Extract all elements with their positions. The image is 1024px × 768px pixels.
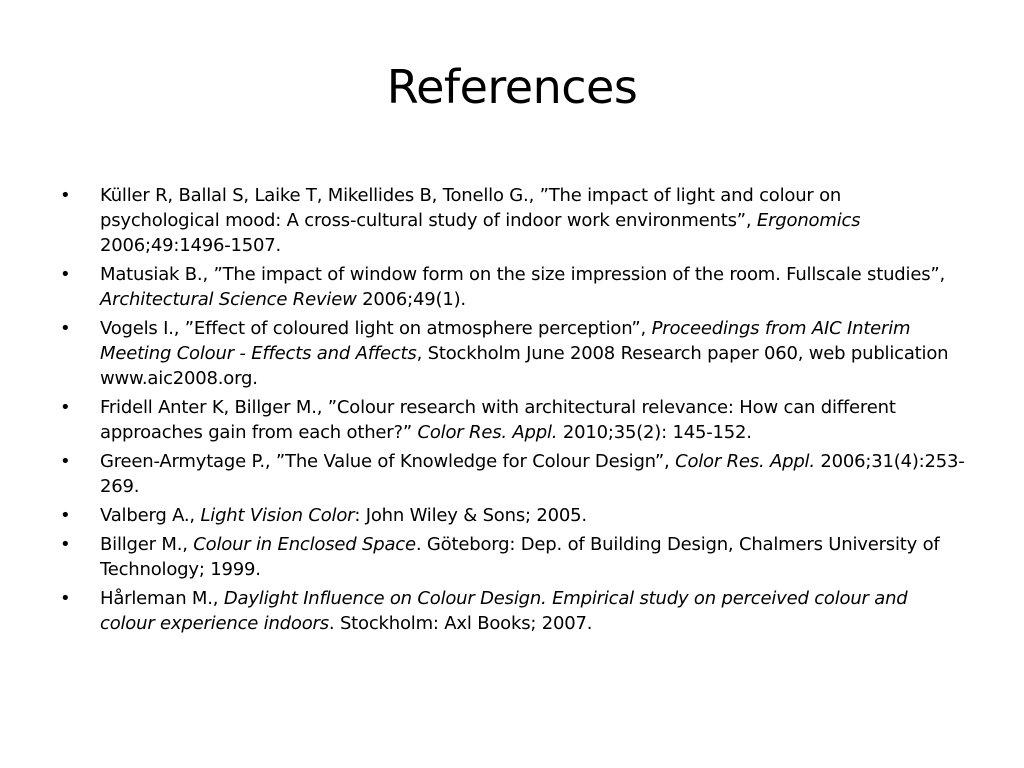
reference-text: . Stockholm: Axl Books; 2007. (328, 613, 593, 634)
reference-text: 2006;31(4):253-269. (100, 451, 965, 497)
reference-item (60, 262, 965, 312)
reference-item (60, 503, 965, 528)
reference-item (60, 586, 965, 636)
slide-title: References (386, 60, 638, 114)
reference-text: Hårleman M., (100, 588, 224, 609)
reference-text: Green-Armytage P., ”The Value of Knowledge for Colour Design”, (100, 451, 676, 472)
bullet-icon: • (60, 505, 71, 526)
reference-italic-title: Ergonomics (756, 210, 861, 231)
reference-text: Valberg A., (100, 505, 201, 526)
reference-text: 2010;35(2): 145-152. (557, 422, 752, 443)
reference-text: Fridell Anter K, Billger M., ”Colour research with architectural relevance: How can different approaches gain from each other?” (100, 397, 896, 443)
bullet-icon: • (60, 318, 71, 339)
reference-text: Vogels I., ”Effect of coloured light on atmosphere perception”, (100, 318, 652, 339)
bullet-icon: • (60, 397, 71, 418)
reference-text: , Stockholm June 2008 Research paper 060, web publication www.aic2008.org. (100, 343, 949, 389)
reference-text: : John Wiley & Sons; 2005. (354, 505, 587, 526)
reference-item (60, 532, 965, 582)
reference-text: Küller R, Ballal S, Laike T, Mikellides B, Tonello G., ”The impact of light and colour on psychological mood: A cross-cultural study of indoor work environments”, (100, 185, 842, 231)
reference-text: Matusiak B., ”The impact of window form on the size impression of the room. Fullscale studies”, (100, 264, 946, 285)
reference-list (60, 183, 965, 640)
reference-item (60, 316, 965, 391)
bullet-icon: • (60, 534, 71, 555)
reference-text: Billger M., (100, 534, 194, 555)
reference-italic-title: Colour in Enclosed Space (193, 534, 416, 555)
reference-item (60, 395, 965, 445)
reference-italic-title: Color Res. Appl. (675, 451, 815, 472)
reference-italic-title: Architectural Science Review (100, 289, 357, 310)
reference-item (60, 449, 965, 499)
reference-italic-title: Light Vision Color (200, 505, 355, 526)
reference-text: . Göteborg: Dep. of Building Design, Chalmers University of Technology; 1999. (100, 534, 940, 580)
bullet-icon: • (60, 451, 71, 472)
reference-italic-title: Color Res. Appl. (417, 422, 558, 443)
reference-text: 2006;49:1496-1507. (100, 235, 282, 256)
reference-text: 2006;49(1). (356, 289, 466, 310)
reference-italic-title: Proceedings from AIC Interim Meeting Colour - Effects and Affects (100, 318, 911, 364)
bullet-icon: • (60, 185, 71, 206)
bullet-icon: • (60, 588, 71, 609)
reference-item (60, 183, 965, 258)
reference-italic-title: Daylight Influence on Colour Design. Empirical study on perceived colour and colour experience indoors (100, 588, 908, 634)
bullet-icon: • (60, 264, 71, 285)
